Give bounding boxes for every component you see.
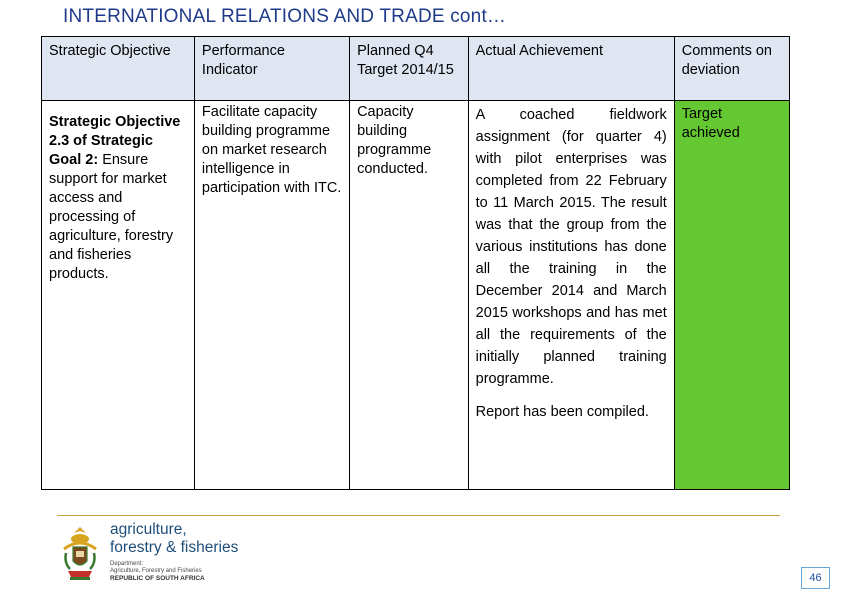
header-performance-indicator: Performance Indicator <box>194 37 349 101</box>
page-title: INTERNATIONAL RELATIONS AND TRADE cont… <box>63 6 507 27</box>
cell-strategic-objective <box>42 101 195 490</box>
logo-line-2: forestry & fisheries <box>110 539 239 556</box>
coat-of-arms-icon <box>56 523 104 583</box>
header-actual-achievement: Actual Achievement <box>468 37 674 101</box>
footer-divider <box>57 515 780 516</box>
actual-paragraph-2: Report has been compiled. <box>475 404 649 420</box>
logo-line-5: REPUBLIC OF SOUTH AFRICA <box>110 575 205 582</box>
page-number: 46 <box>801 567 830 589</box>
cell-actual-achievement <box>468 101 674 490</box>
logo-line-1: agriculture, <box>110 521 187 538</box>
header-comments-deviation: Comments on deviation <box>674 37 789 101</box>
objective-text: Ensure support for market access and processing of agriculture, forestry and fisheries products. <box>49 152 174 282</box>
cell-performance-indicator: Facilitate capacity building programme on market research intelligence in participation with ITC. <box>194 101 349 490</box>
actual-paragraph-1: A coached fieldwork assignment (for quarter 4) with pilot enterprises was completed from 22 February to 11 March 2015. The result was that the group from the various institutions has done all the training in the December 2014 and March 2015 workshops and has met all the requirements of the initially planned training programme. <box>475 107 667 387</box>
table-row <box>42 101 790 490</box>
header-strategic-objective: Strategic Objective <box>42 37 195 101</box>
table-header-row <box>42 37 790 101</box>
logo-line-4: Agriculture, Forestry and Fisheries <box>110 568 202 574</box>
performance-table <box>41 36 790 490</box>
department-logo <box>56 521 256 585</box>
objective-heading: Strategic Objective 2.3 of Strategic Goal 2: <box>49 114 181 168</box>
logo-text <box>110 521 238 582</box>
header-planned-target: Planned Q4 Target 2014/15 <box>350 37 469 101</box>
cell-planned-target: Capacity building programme conducted. <box>350 101 469 490</box>
cell-comments-deviation: Target achieved <box>674 101 789 490</box>
logo-line-3: Department: <box>110 561 144 567</box>
